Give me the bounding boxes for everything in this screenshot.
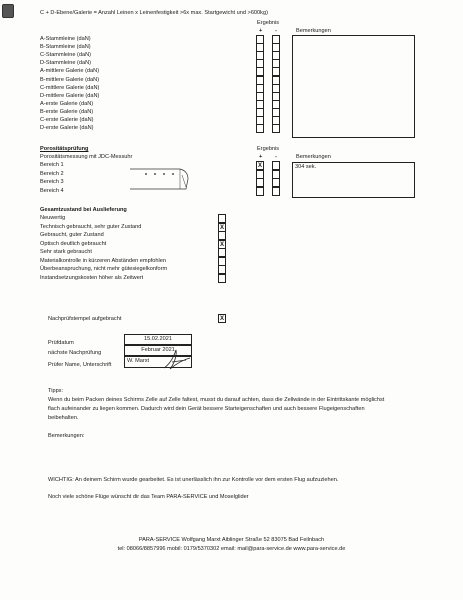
condition-item-label: Gebraucht, guter Zustand — [40, 232, 104, 238]
ergebnis-header: Ergebnis — [257, 20, 280, 26]
line-strength-label: C-mittlere Galerie (daN) — [40, 84, 100, 91]
porosity-area-label: Bereich 2 — [40, 170, 64, 177]
porosity-remark-value: 304 sek. — [295, 164, 317, 170]
signature-icon — [160, 346, 194, 372]
porosity-plus-checkbox[interactable]: X — [257, 163, 262, 169]
tips-line-3: beibehalten. — [48, 415, 79, 421]
line-strength-label: C-erste Galerie (daN) — [40, 117, 94, 123]
binder-hole-icon — [2, 4, 14, 18]
porosity-minus-header: - — [275, 154, 277, 160]
line-remarks-box[interactable] — [292, 35, 415, 138]
condition-checkbox[interactable]: X — [219, 241, 224, 248]
line-strength-title: C + D-Ebene/Galerie = Anzahl Leinen x Leinenfestigkeit >6x max. Startgewicht und >600kg) — [40, 10, 268, 16]
line-strength-label: D-erste Galerie (daN) — [40, 125, 94, 132]
footer-address: PARA-SERVICE Wolfgang Marxt Aiblinger Straße 52 83075 Bad Feilnbach — [138, 537, 325, 543]
remarks-label: Bemerkungen: — [48, 433, 85, 439]
warning-text: WICHTIG: An deinem Schirm wurde gearbeitet. Es ist unerlässlich ihn zur Kontrolle vor dem ersten Flug aufzuziehen. — [48, 477, 339, 483]
next-inspection-field[interactable]: Februar 2021 — [124, 345, 192, 356]
porosity-remarks-box[interactable] — [292, 162, 415, 198]
condition-checkbox[interactable] — [218, 274, 226, 283]
line-strength-label: B-erste Galerie (daN) — [40, 108, 94, 115]
condition-item-label: Materialkontrolle in kürzeren Abständen empfohlen — [40, 257, 166, 264]
inspector-name-field[interactable]: W. Marxt — [124, 356, 192, 368]
wing-sketch-icon — [128, 163, 192, 193]
porosity-ergebnis: Ergebnis — [257, 146, 280, 152]
line-strength-label: A-Stammleine (daN) — [40, 36, 91, 42]
tips-title: Tipps: — [48, 388, 64, 394]
porosity-minus-checkbox[interactable] — [272, 187, 280, 196]
remarks-header: Bemerkungen — [296, 28, 331, 34]
condition-item-label: Überbeanspruchung, nicht mehr gütesiegelkonform — [40, 266, 168, 272]
inspection-date-label: Prüfdatum — [48, 340, 74, 346]
line-minus-checkbox[interactable] — [272, 124, 280, 133]
line-strength-label: D-mittlere Galerie (daN) — [40, 92, 100, 99]
porosity-area-label: Bereich 3 — [40, 179, 64, 185]
porosity-plus-checkbox[interactable] — [256, 187, 264, 196]
inspector-label: Prüfer Name, Unterschrift — [48, 362, 112, 368]
line-strength-label: C-Stammleine (daN) — [40, 52, 91, 59]
footer-contact: tel: 08066/8857996 mobil: 0179/5370302 email: mail@para-service.de www.para-service.de — [117, 546, 346, 552]
porosity-title: Porositätsprüfung — [40, 146, 89, 152]
inspection-date-field[interactable]: 15.02.2021 — [124, 334, 192, 345]
stamp-checkbox[interactable]: X — [219, 316, 224, 322]
porosity-subtitle: Porositätsmessung mit JDC-Messuhr — [40, 154, 133, 160]
line-strength-label: A-erste Galerie (daN) — [40, 100, 94, 107]
porosity-area-label: Bereich 1 — [40, 162, 64, 168]
line-strength-label: B-mittlere Galerie (daN) — [40, 76, 100, 83]
minus-header: - — [275, 28, 277, 34]
condition-item-label: Technisch gebraucht, sehr guter Zustand — [40, 223, 142, 230]
condition-title: Gesamtzustand bei Auslieferung — [40, 207, 127, 213]
closing-text: Noch viele schöne Flüge wünscht dir das Team PARA-SERVICE und Moselglider — [48, 494, 249, 500]
condition-item-label: Neuwertig — [40, 215, 66, 221]
stamp-label: Nachprüfstempel aufgebracht — [48, 316, 122, 322]
line-strength-label: D-Stammleine (daN) — [40, 60, 91, 67]
porosity-plus-header: + — [259, 154, 263, 160]
condition-item-label: Optisch deutlich gebraucht — [40, 240, 107, 247]
tips-line-1: Wenn du beim Packen deines Schirms Zelle auf Zelle faltest, musst du darauf achten, dass die Zellwände in der Eintrittskante möglichst — [48, 397, 385, 403]
line-plus-checkbox[interactable] — [256, 124, 264, 133]
line-strength-label: A-mittlere Galerie (daN) — [40, 68, 100, 75]
porosity-area-label: Bereich 4 — [40, 187, 64, 194]
condition-item-label: Instandsetzungskosten höher als Zeitwert — [40, 274, 144, 281]
next-inspection-label: nächste Nachprüfung — [48, 350, 102, 356]
porosity-remarks-header: Bemerkungen — [296, 154, 331, 160]
tips-line-2: flach aufeinander zu liegen kommen. Dadurch wird dein Gerät bessere Starteigenschaften und auch bessere Flugeigenschaften — [48, 406, 365, 412]
line-strength-label: B-Stammleine (daN) — [40, 44, 91, 51]
condition-item-label: Sehr stark gebraucht — [40, 249, 92, 255]
condition-checkbox[interactable]: X — [219, 224, 224, 231]
plus-header: + — [259, 28, 263, 34]
